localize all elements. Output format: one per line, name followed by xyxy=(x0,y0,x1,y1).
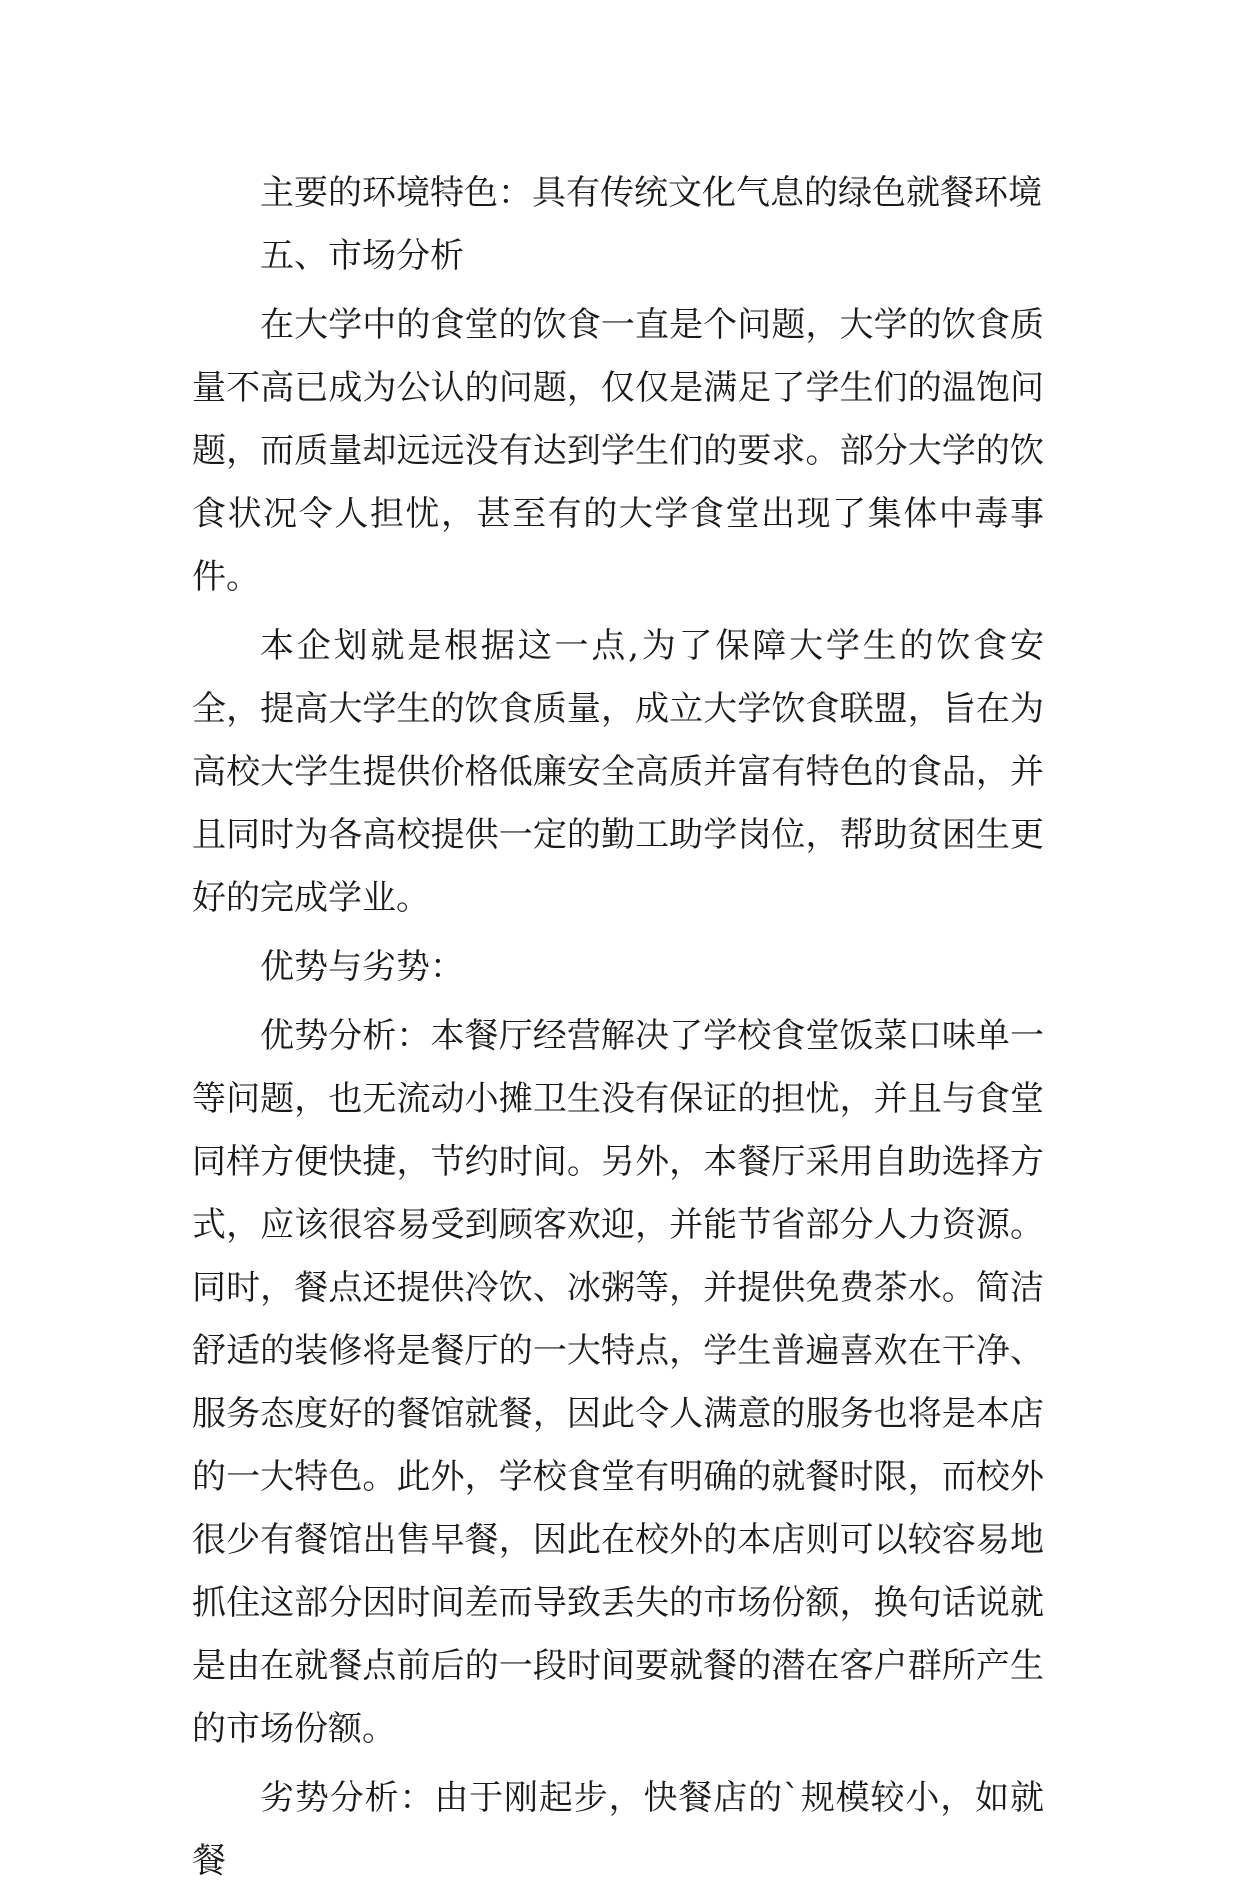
paragraph-plan-purpose: 本企划就是根据这一点,为了保障大学生的饮食安全，提高大学生的饮食质量，成立大学饮食联盟，旨在为高校大学生提供价格低廉安全高质并富有特色的食品，并且同时为各高校提供一定的勤工助学岗位，帮助贫困生更好的完成学业。 xyxy=(192,626,1044,918)
document-body xyxy=(192,162,1044,1893)
paragraph-weaknesses-analysis: 劣势分析：由于刚起步，快餐店的`规模较小，如就餐 xyxy=(192,1778,1044,1881)
subheading-strengths-weaknesses: 优势与劣势： xyxy=(260,947,464,987)
paragraph-environment-feature: 主要的环境特色：具有传统文化气息的绿色就餐环境 xyxy=(260,173,1042,213)
paragraph-canteen-problem: 在大学中的食堂的饮食一直是个问题，大学的饮食质量不高已成为公认的问题，仅仅是满足了学生们的温饱问题，而质量却远远没有达到学生们的要求。部分大学的饮食状况令人担忧，甚至有的大学食堂出现了集体中毒事件。 xyxy=(192,305,1044,597)
paragraph-strengths-analysis: 优势分析：本餐厅经营解决了学校食堂饭菜口味单一等问题，也无流动小摊卫生没有保证的担忧，并且与食堂同样方便快捷，节约时间。另外，本餐厅采用自助选择方式，应该很容易受到顾客欢迎，并能节省部分人力资源。同时，餐点还提供冷饮、冰粥等，并提供免费茶水。简洁舒适的装修将是餐厅的一大特点，学生普遍喜欢在干净、服务态度好的餐馆就餐，因此令人满意的服务也将是本店的一大特色。此外，学校食堂有明确的就餐时限，而校外很少有餐馆出售早餐，因此在校外的本店则可以较容易地抓住这部分因时间差而导致丢失的市场份额，换句话说就是由在就餐点前后的一段时间要就餐的潜在客户群所产生的市场份额。 xyxy=(192,1016,1044,1749)
section-heading-market-analysis: 五、市场分析 xyxy=(260,236,464,276)
